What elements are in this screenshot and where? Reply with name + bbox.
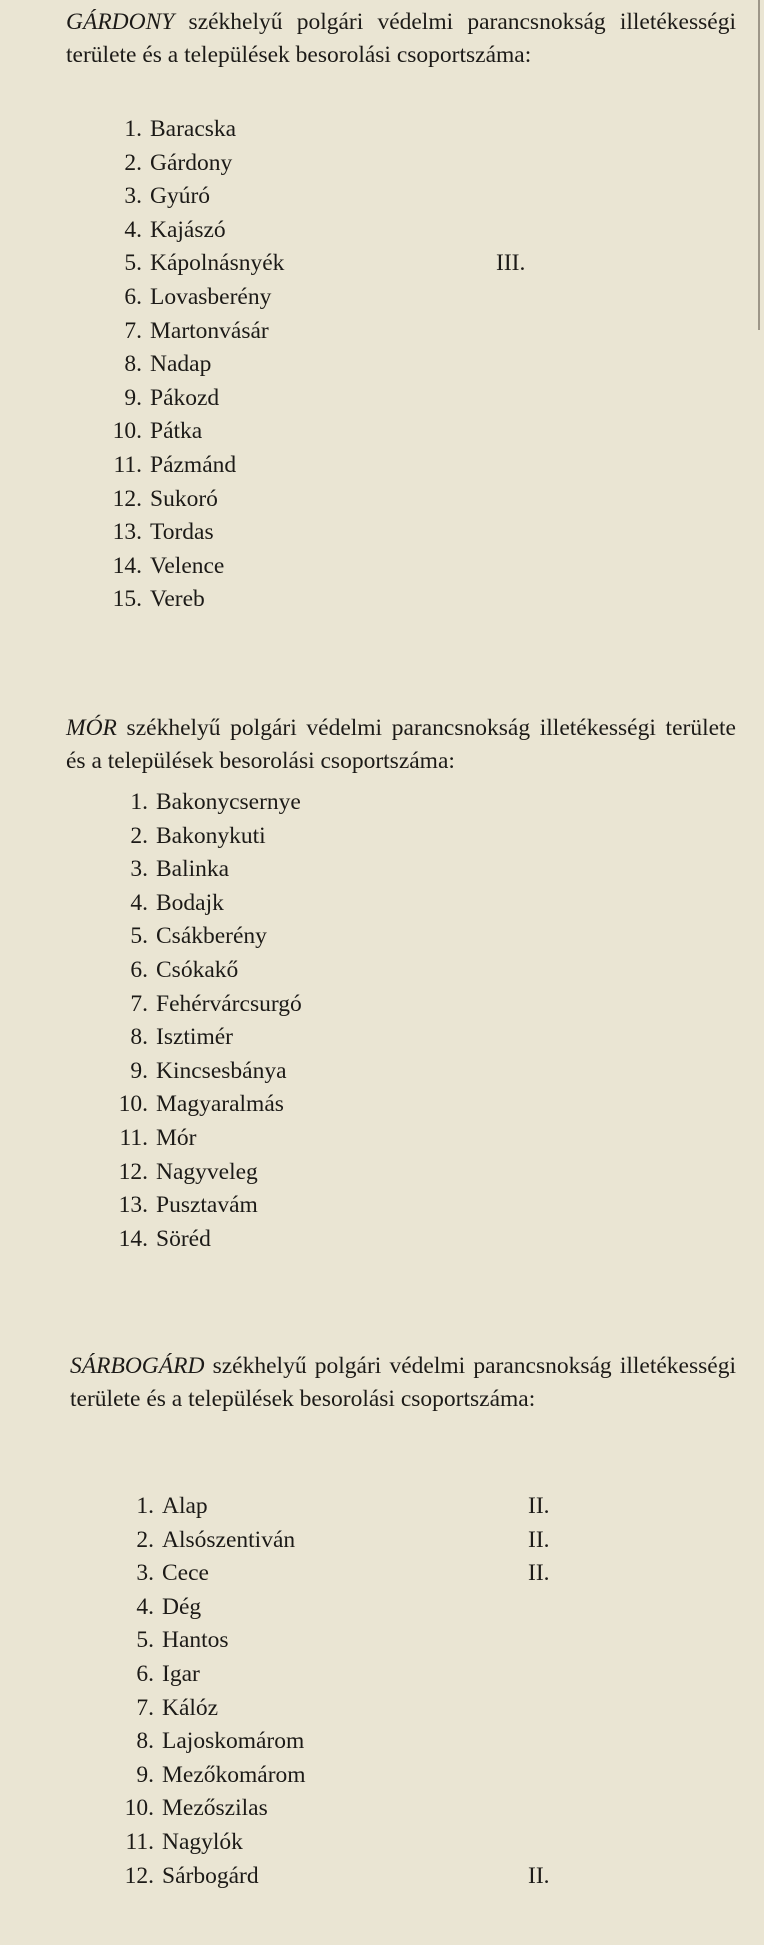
gardony-list-item	[96, 247, 526, 281]
classification-group: II.	[528, 1862, 550, 1889]
item-number: 1.	[130, 789, 148, 815]
settlement-name: Pátka	[150, 418, 203, 445]
item-number: 12.	[124, 1862, 154, 1889]
settlement-name: Sárbogárd	[162, 1862, 259, 1889]
item-number: 4.	[124, 216, 142, 243]
item-number: 15.	[112, 586, 142, 613]
item-number: 5.	[124, 250, 142, 277]
sarbogard-list-item	[108, 1826, 306, 1860]
classification-group: III.	[496, 250, 526, 277]
gardony-list-item	[96, 281, 284, 315]
mor-list-item	[102, 1088, 302, 1122]
item-number: 1.	[136, 1493, 154, 1519]
settlement-name: Nagylók	[162, 1828, 243, 1855]
item-number: 11.	[125, 1828, 154, 1855]
gardony-list-item	[96, 516, 284, 550]
settlement-name: Alap	[162, 1493, 208, 1519]
item-number: 9.	[130, 1057, 148, 1084]
classification-group: II.	[528, 1560, 550, 1587]
mor-heading	[66, 712, 736, 778]
item-number: 3.	[124, 183, 142, 210]
mor-list-item	[102, 820, 302, 854]
item-number: 7.	[130, 990, 148, 1017]
settlement-name: Pusztavám	[156, 1192, 258, 1219]
item-number: 8.	[136, 1728, 154, 1755]
settlement-name: Söréd	[156, 1225, 211, 1252]
settlement-name: Hantos	[162, 1627, 229, 1654]
item-number: 1.	[124, 116, 142, 142]
settlement-name: Isztimér	[156, 1024, 233, 1051]
mor-list-item	[102, 1223, 302, 1257]
settlement-name: Baracska	[150, 116, 237, 142]
mor-list-item	[102, 1122, 302, 1156]
settlement-name: Lajoskomárom	[162, 1728, 305, 1755]
mor-list-item	[102, 954, 302, 988]
sarbogard-list-item	[108, 1490, 550, 1524]
settlement-name: Magyaralmás	[156, 1091, 284, 1118]
item-number: 11.	[113, 451, 142, 478]
gardony-list-item	[96, 113, 284, 147]
sarbogard-list-item	[108, 1524, 550, 1558]
item-number: 5.	[130, 923, 148, 950]
sarbogard-list-item	[108, 1725, 306, 1759]
settlement-name: Lovasberény	[150, 283, 272, 310]
mor-intro-text: székhelyű polgári védelmi parancsnokság illetékességi területe és a települések besorolási csoportszáma:	[66, 715, 736, 774]
mor-list-item	[102, 988, 302, 1022]
settlement-name: Igar	[162, 1660, 200, 1687]
sarbogard-list-item	[108, 1792, 306, 1826]
item-number: 6.	[136, 1660, 154, 1687]
item-number: 10.	[118, 1091, 148, 1118]
mor-list-item	[102, 1021, 302, 1055]
settlement-name: Mezőszilas	[162, 1795, 268, 1822]
item-number: 2.	[124, 149, 142, 176]
mor-list-item	[102, 1156, 302, 1190]
mor-list-item	[102, 887, 302, 921]
sarbogard-settlement-list	[108, 1490, 550, 1893]
gardony-list-item	[96, 348, 284, 382]
item-number: 11.	[119, 1124, 148, 1151]
settlement-name: Cece	[162, 1560, 209, 1587]
settlement-name: Fehérvárcsurgó	[156, 990, 302, 1017]
item-number: 12.	[118, 1158, 148, 1185]
gardony-list-item	[96, 214, 284, 248]
item-number: 14.	[118, 1225, 148, 1252]
settlement-name: Sukoró	[150, 485, 218, 512]
gardony-list-item	[96, 550, 284, 584]
gardony-list-item	[96, 180, 284, 214]
settlement-name: Kápolnásnyék	[150, 250, 285, 277]
item-number: 4.	[130, 889, 148, 916]
settlement-name: Kincsesbánya	[156, 1057, 287, 1084]
settlement-name: Kálóz	[162, 1694, 219, 1721]
settlement-name: Csákberény	[156, 923, 267, 950]
settlement-name: Balinka	[156, 856, 230, 883]
gardony-heading	[66, 6, 736, 72]
item-number: 3.	[136, 1560, 154, 1587]
item-number: 2.	[136, 1526, 154, 1553]
item-number: 6.	[130, 956, 148, 983]
item-number: 12.	[112, 485, 142, 512]
page-edge-rule	[758, 0, 760, 330]
settlement-name: Kajászó	[150, 216, 226, 243]
sarbogard-intro-text: székhelyű polgári védelmi parancsnokság illetékességi területe és a települések besorolási csoportszáma:	[70, 1353, 736, 1412]
settlement-name: Pákozd	[150, 384, 220, 411]
mor-list-item	[102, 786, 302, 820]
mor-settlement-list	[102, 786, 302, 1256]
mor-list-item	[102, 1055, 302, 1089]
mor-place-name: MÓR	[66, 715, 117, 741]
settlement-name: Dég	[162, 1593, 202, 1620]
sarbogard-list-item	[108, 1591, 306, 1625]
sarbogard-heading	[70, 1350, 736, 1416]
gardony-list-item	[96, 315, 284, 349]
gardony-list-item	[96, 382, 284, 416]
item-number: 8.	[124, 351, 142, 378]
settlement-name: Csókakő	[156, 956, 239, 983]
mor-list-item	[102, 853, 302, 887]
sarbogard-list-item	[108, 1658, 306, 1692]
gardony-place-name: GÁRDONY	[66, 9, 175, 35]
settlement-name: Velence	[150, 552, 225, 579]
item-number: 2.	[130, 822, 148, 849]
item-number: 10.	[112, 418, 142, 445]
item-number: 10.	[124, 1795, 154, 1822]
settlement-name: Vereb	[150, 586, 205, 613]
gardony-list-item	[96, 147, 284, 181]
settlement-name: Bakonykuti	[156, 822, 266, 849]
settlement-name: Gárdony	[150, 149, 233, 176]
classification-group: II.	[528, 1526, 550, 1553]
gardony-list-item	[96, 483, 284, 517]
item-number: 13.	[118, 1192, 148, 1219]
settlement-name: Nadap	[150, 351, 212, 378]
item-number: 4.	[136, 1593, 154, 1620]
item-number: 9.	[136, 1761, 154, 1788]
settlement-name: Martonvásár	[150, 317, 269, 344]
mor-list-item	[102, 920, 302, 954]
gardony-settlement-list	[96, 113, 526, 617]
sarbogard-list-item	[108, 1692, 306, 1726]
gardony-intro-text: székhelyű polgári védelmi parancsnokság illetékességi területe és a települések besorolási csoportszáma:	[66, 9, 736, 68]
settlement-name: Bodajk	[156, 889, 224, 916]
settlement-name: Gyúró	[150, 183, 211, 210]
item-number: 8.	[130, 1024, 148, 1051]
item-number: 5.	[136, 1627, 154, 1654]
gardony-list-item	[96, 583, 284, 617]
settlement-name: Pázmánd	[150, 451, 237, 478]
sarbogard-list-item	[108, 1860, 550, 1894]
mor-list-item	[102, 1189, 302, 1223]
settlement-name: Mezőkomárom	[162, 1761, 306, 1788]
classification-group: II.	[528, 1493, 550, 1519]
item-number: 3.	[130, 856, 148, 883]
settlement-name: Mór	[156, 1124, 197, 1151]
sarbogard-place-name: SÁRBOGÁRD	[70, 1353, 205, 1379]
sarbogard-list-item	[108, 1557, 550, 1591]
settlement-name: Alsószentiván	[162, 1526, 296, 1553]
item-number: 14.	[112, 552, 142, 579]
gardony-list-item	[96, 415, 284, 449]
item-number: 9.	[124, 384, 142, 411]
sarbogard-list-item	[108, 1624, 306, 1658]
item-number: 13.	[112, 519, 142, 546]
settlement-name: Nagyveleg	[156, 1158, 258, 1185]
item-number: 6.	[124, 283, 142, 310]
sarbogard-list-item	[108, 1759, 306, 1793]
settlement-name: Tordas	[150, 519, 214, 546]
gardony-list-item	[96, 449, 284, 483]
settlement-name: Bakonycsernye	[156, 789, 301, 815]
item-number: 7.	[136, 1694, 154, 1721]
item-number: 7.	[124, 317, 142, 344]
